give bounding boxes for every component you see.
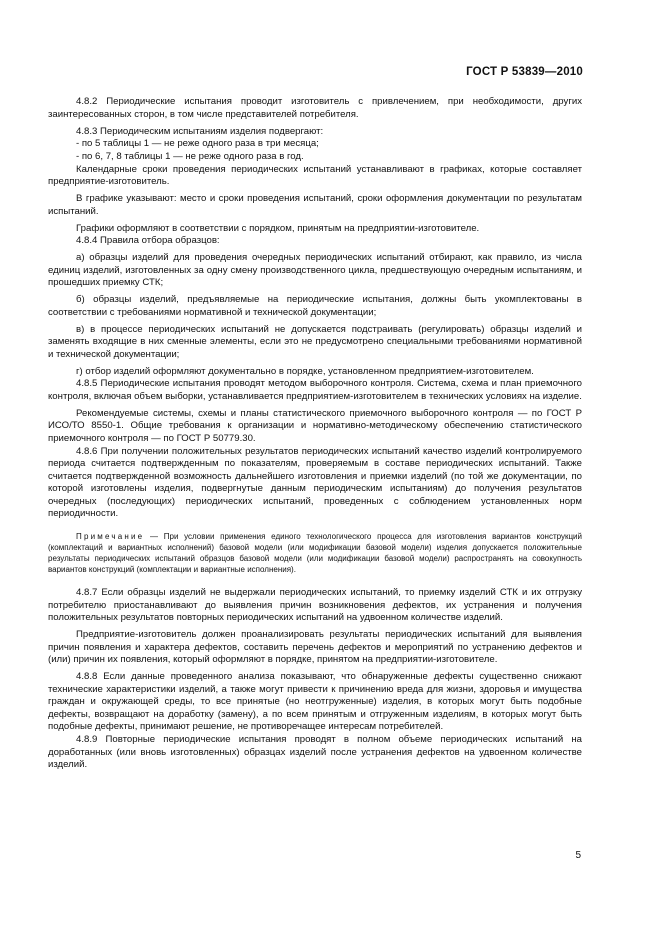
paragraph-schedule-format: Графики оформляют в соответствии с порядком, принятым на предприятии-изготовителе. <box>76 222 480 234</box>
page-number: 5 <box>575 850 581 861</box>
document-body <box>48 96 582 772</box>
list-item-v: в) в процессе периодических испытаний не допускается подстраивать (регулировать) образцы изделий и заменять входящие в них сменные элементы, если это не предусмотрено специальными требованиями нормативной и технической документации; <box>48 323 582 360</box>
paragraph-4-8-9: 4.8.9 Повторные периодические испытания проводят в полном объеме периодических испытаний на доработанных (или вновь изготовленных) образцах изделий после устранения дефектов на удвоенном количестве изделий. <box>48 734 582 771</box>
paragraph-4-8-2: 4.8.2 Периодические испытания проводит изготовитель с привлечением, при необходимости, других заинтересованных сторон, в том числе представителей потребителя. <box>48 96 582 120</box>
document-header: ГОСТ Р 53839—2010 <box>466 66 583 78</box>
paragraph-4-8-7: 4.8.7 Если образцы изделий не выдержали периодических испытаний, то приемку изделий СТК и их отгрузку потребителю приостанавливают до выявления причин возникновения дефектов, их устранения и получения положительных результатов повторных периодических испытаний на удвоенном количестве изделий. <box>48 587 582 624</box>
note <box>48 531 582 576</box>
list-item-b: б) образцы изделий, предъявляемые на периодические испытания, должны быть укомплектованы в соответствии с требованиями нормативной и технической документации; <box>48 294 582 318</box>
paragraph-4-8-4: 4.8.4 Правила отбора образцов: <box>76 235 220 247</box>
note-label: Примечание <box>76 531 145 541</box>
list-item-g: г) отбор изделий оформляют документально в порядке, установленном предприятием-изготовителем. <box>76 365 534 377</box>
paragraph-recommended-systems: Рекомендуемые системы, схемы и планы статистического приемочного выборочного контроля — по ГОСТ Р ИСО/ТО 8550-1. Общие требования к организации и нормативно-методическому обеспечению статистического приемочного контроля — по ГОСТ Р 50779.30. <box>48 407 582 444</box>
list-item: - по 5 таблицы 1 — не реже одного раза в три месяца; <box>76 138 319 150</box>
paragraph-4-8-5: 4.8.5 Периодические испытания проводят методом выборочного контроля. Система, схема и план приемочного контроля, включая объем выборки, устанавливается предприятием-изготовителем в технических условиях на изделие. <box>48 378 582 402</box>
paragraph-schedule-contents: В графике указывают: место и сроки проведения испытаний, сроки оформления документации по результатам испытаний. <box>48 193 582 217</box>
paragraph-4-8-3: 4.8.3 Периодическим испытаниям изделия подвергают: <box>76 125 324 137</box>
paragraph-4-8-6: 4.8.6 При получении положительных результатов периодических испытаний качество изделий контролируемого периода считается подтвержденным по показателям, проверяемым в составе периодических испытаний. Также считается подтвержденной возможность дальнейшего изготовления и приемки изделий (по той же документации, по которой изготовлены изделия, подвергнутые данным периодическим испытаниям) до получения результатов очередных (последующих) периодических испытаний, проведенных с соблюдением установленных норм периодичности. <box>48 445 582 520</box>
paragraph-4-8-8: 4.8.8 Если данные проведенного анализа показывают, что обнаруженные дефекты существенно снижают технические характеристики изделий, а также могут привести к причинению вреда для жизни, здоровья и имущества граждан и окружающей среды, то все принятые (но неотгруженные) изделия, в которых могут быть подобные дефекты, возвращают на доработку (замену), а по всем принятым и отгруженным изделиям, в которых могут быть подобные дефекты, принимают решение, не противоречащее интересам потребителей. <box>48 671 582 733</box>
list-item-a: а) образцы изделий для проведения очередных периодических испытаний отбирают, как правило, из числа единиц изделий, изготовленных за одну смену производственного цикла, предшествующую очередным испытаниям, и прошедших приемку СТК; <box>48 252 582 289</box>
note-text: — При условии применения единого технологического процесса для изготовления вариантов конструкций (комплектаций и вариантных исполнений) базовой модели (или модификации базовой модели) изделия допускается положительные результаты периодических испытаний образцов базовой модели (или модификации базовой модели) распространять на совокупность вариантов конструкций (комплектации и вариантные исполнения). <box>48 531 582 575</box>
paragraph-analysis: Предприятие-изготовитель должен проанализировать результаты периодических испытаний для выявления причин появления и характера дефектов, составить перечень дефектов и мероприятий по устранению дефектов и (или) причин их появления, который оформляют в порядке, принятом на предприятии-изготовителе. <box>48 629 582 666</box>
paragraph-calendar: Календарные сроки проведения периодических испытаний устанавливают в графиках, которые составляет предприятие-изготовитель. <box>48 163 582 188</box>
list-item: - по 6, 7, 8 таблицы 1 — не реже одного раза в год. <box>76 150 304 162</box>
